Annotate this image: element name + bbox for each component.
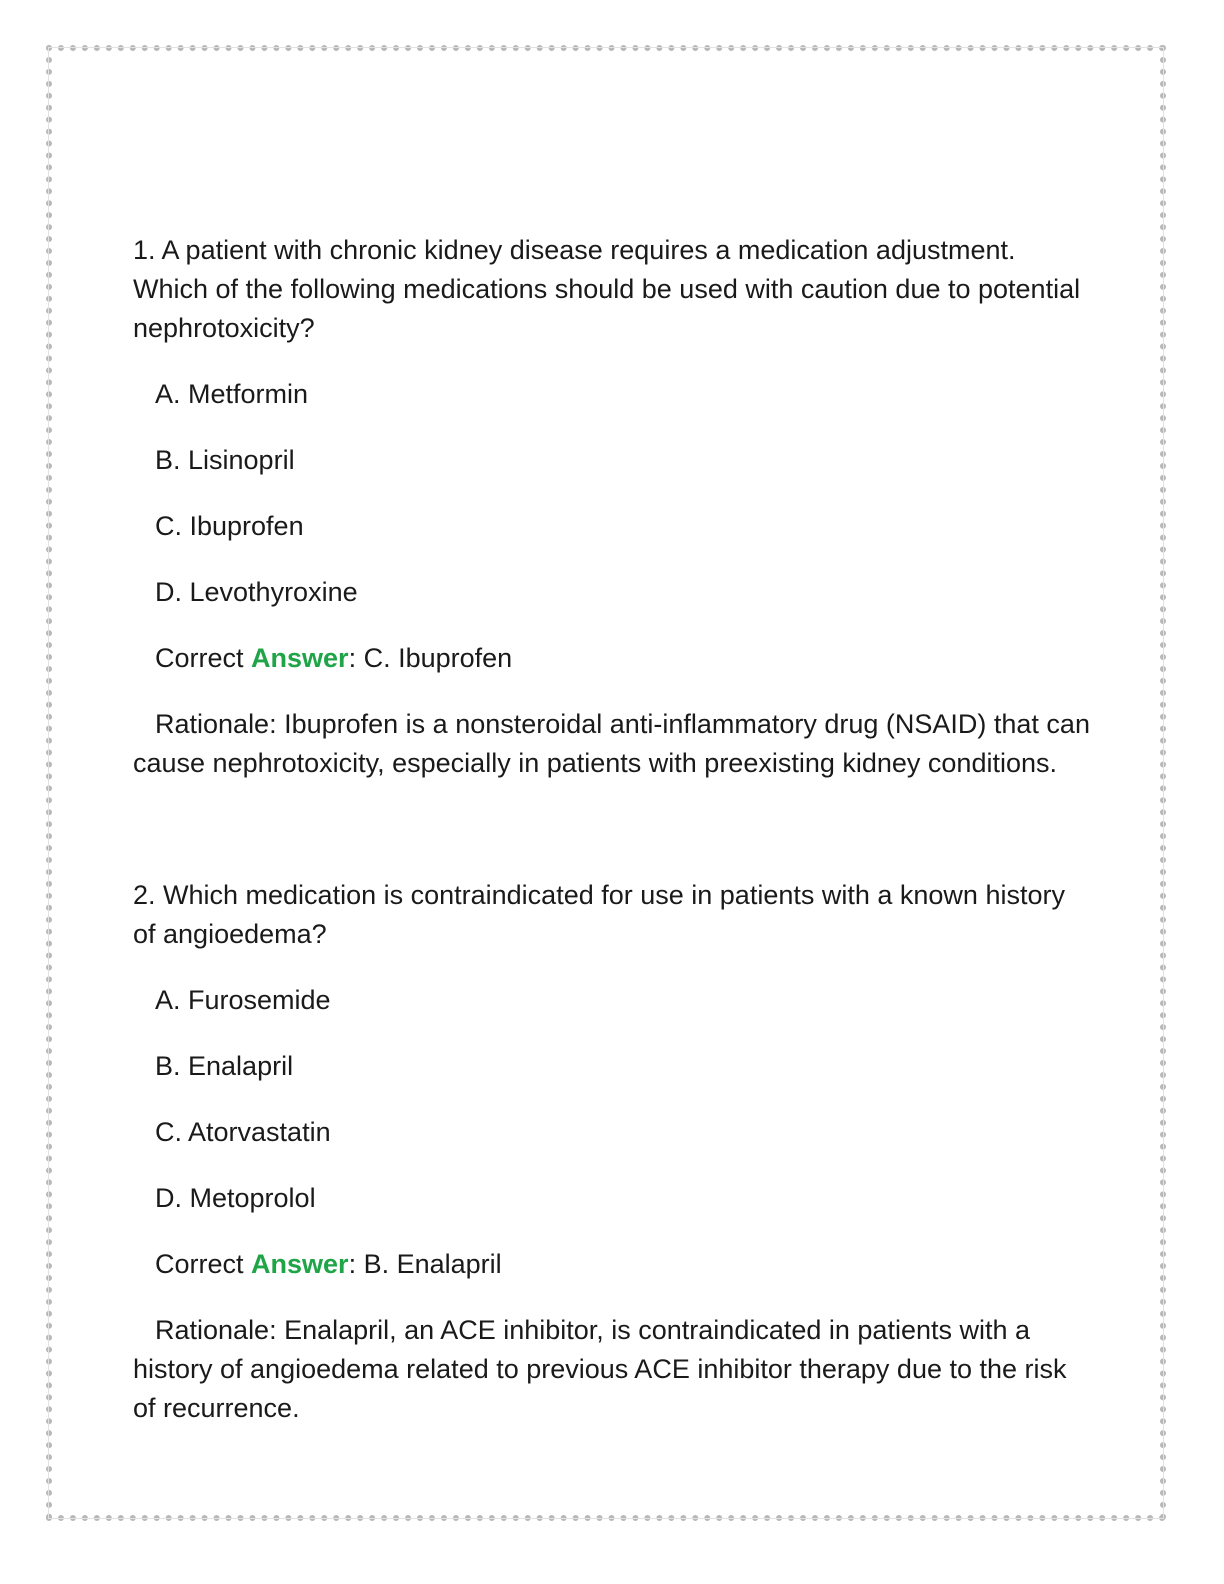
question-1	[133, 231, 1093, 783]
answer-word: Answer	[251, 643, 349, 673]
answer-word: Answer	[251, 1249, 349, 1279]
option-d: D. Metoprolol	[155, 1183, 316, 1213]
question-prompt: 1. A patient with chronic kidney disease requires a medication adjustment. Which of the following medications should be used with caution due to potential nephrotoxicity?	[133, 235, 1081, 343]
option-c: C. Ibuprofen	[155, 511, 304, 541]
answer-value: : C. Ibuprofen	[348, 643, 513, 673]
correct-answer	[155, 639, 1093, 678]
answer-prefix: Correct	[155, 1249, 252, 1279]
option-b: B. Enalapril	[155, 1051, 294, 1081]
option-a: A. Metformin	[155, 379, 309, 409]
rationale: Rationale: Enalapril, an ACE inhibitor, is contraindicated in patients with a history of angioedema related to previous ACE inhibitor therapy due to the risk of recurrence.	[133, 1315, 1067, 1423]
option-c: C. Atorvastatin	[155, 1117, 331, 1147]
question-2	[133, 876, 1093, 1428]
document-content	[133, 231, 1093, 1428]
answer-prefix: Correct	[155, 643, 252, 673]
correct-answer	[155, 1245, 1093, 1284]
option-b: B. Lisinopril	[155, 445, 295, 475]
option-a: A. Furosemide	[155, 985, 331, 1015]
option-d: D. Levothyroxine	[155, 577, 358, 607]
answer-value: : B. Enalapril	[348, 1249, 502, 1279]
question-prompt: 2. Which medication is contraindicated for use in patients with a known history of angioedema?	[133, 880, 1065, 949]
rationale: Rationale: Ibuprofen is a nonsteroidal anti-inflammatory drug (NSAID) that can cause nephrotoxicity, especially in patients with preexisting kidney conditions.	[133, 709, 1090, 778]
